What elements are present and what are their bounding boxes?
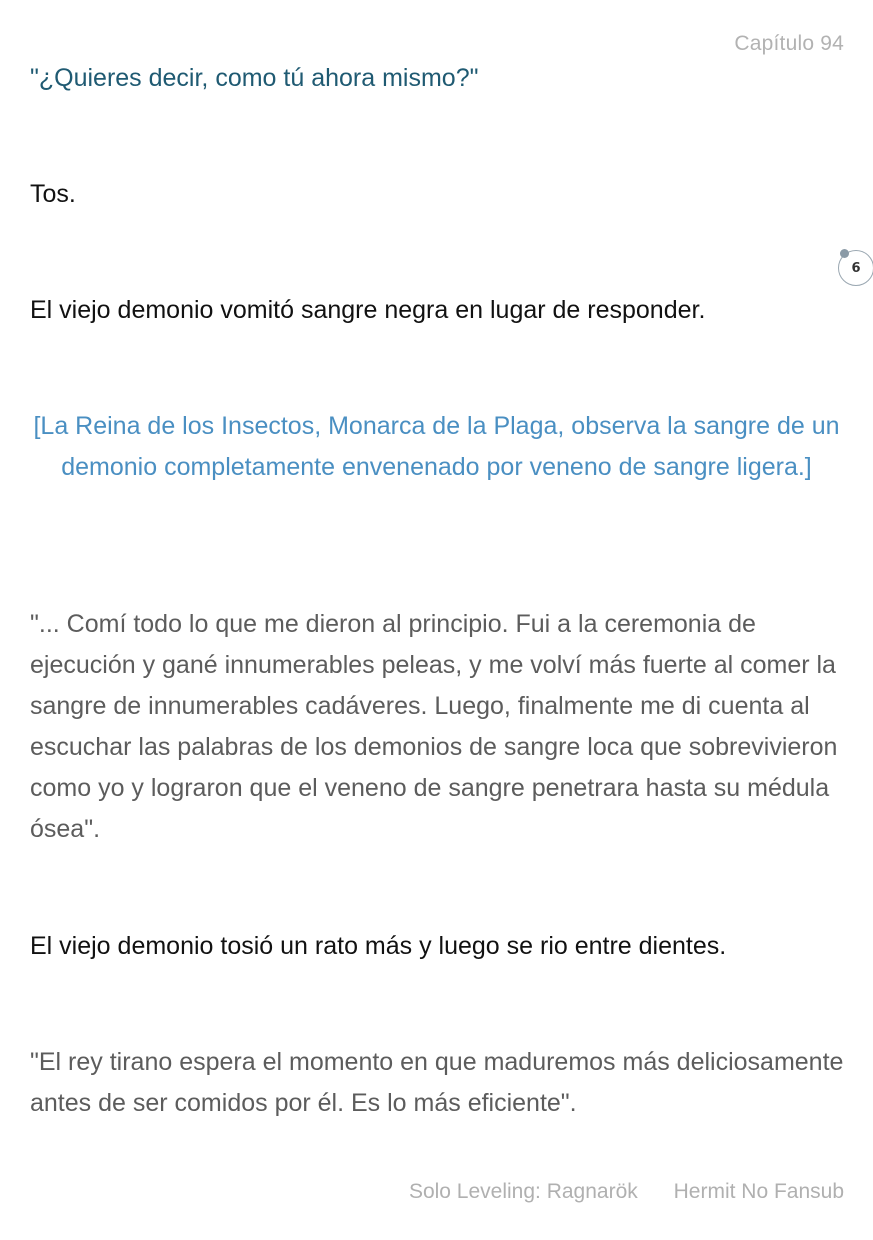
- paragraph-narration: El viejo demonio tosió un rato más y luego se rio entre dientes.: [30, 932, 727, 960]
- comment-count: 6: [851, 260, 861, 276]
- paragraph-dialogue: "El rey tirano espera el momento en que maduremos más deliciosamente antes de ser comidos por él. Es lo más eficiente".: [30, 1048, 844, 1117]
- paragraph-comment-button[interactable]: [838, 250, 873, 286]
- paragraph-dialogue: "¿Quieres decir, como tú ahora mismo?": [30, 64, 479, 92]
- translator-credit: Hermit No Fansub: [673, 1180, 844, 1203]
- chapter-label: Capítulo 94: [734, 32, 844, 55]
- paragraph-narration: El viejo demonio vomitó sangre negra en lugar de responder.: [30, 296, 706, 324]
- paragraph-narration: Tos.: [30, 180, 76, 208]
- paragraph-system-message: [La Reina de los Insectos, Monarca de la Plaga, observa la sangre de un demonio completamente envenenado por veneno de sangre ligera.]: [33, 412, 840, 481]
- paragraph-dialogue: "... Comí todo lo que me dieron al principio. Fui a la ceremonia de ejecución y gané innumerables peleas, y me volví más fuerte al comer la sangre de innumerables cadáveres. Luego, finalmente me di cuenta al escuchar las palabras de los demonios de sangre loca que sobrevivieron como yo y lograron que el veneno de sangre penetrara hasta su médula ósea".: [30, 610, 838, 843]
- novel-title: Solo Leveling: Ragnarök: [408, 1180, 638, 1203]
- comment-indicator-dot-icon: [840, 249, 849, 258]
- page-footer: [409, 1180, 844, 1204]
